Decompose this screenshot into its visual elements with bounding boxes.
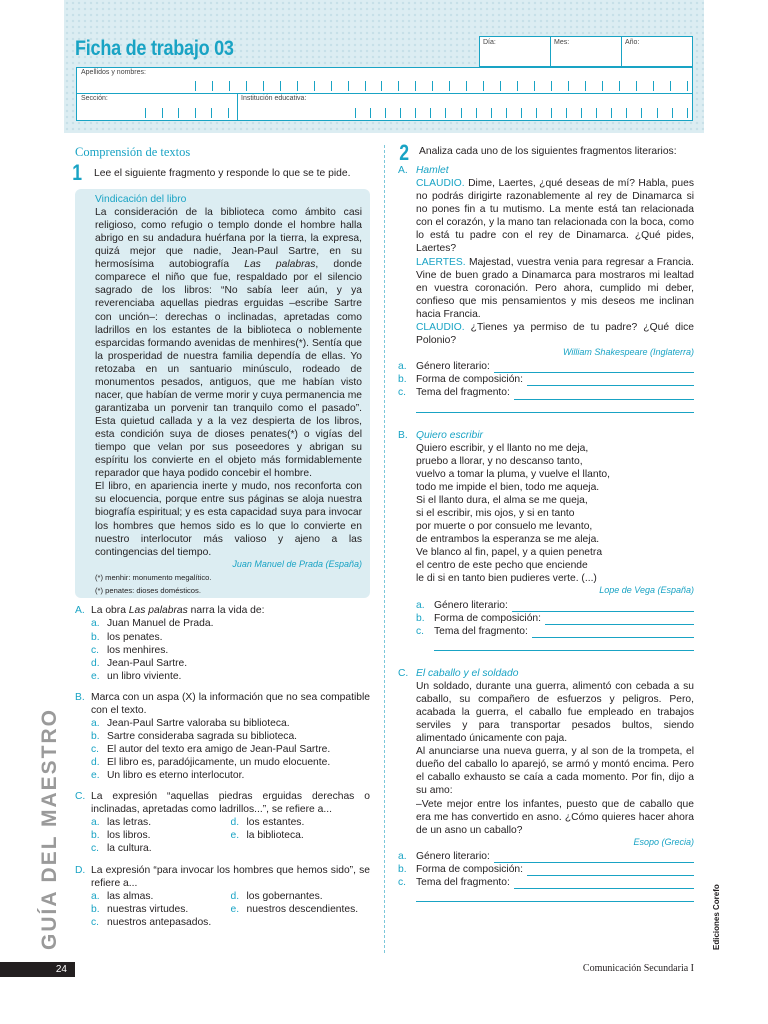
worksheet-title: Ficha de trabajo 03 [75,37,234,60]
section-row[interactable] [76,94,693,121]
section-label: Sección: [81,95,108,102]
option[interactable]: c. nuestros antepasados. [91,916,212,928]
option[interactable]: a. las letras. [91,817,152,829]
name-field[interactable] [76,67,693,94]
answer-fields-c [398,850,694,902]
question-1-text: Lee el siguiente fragmento y responde lo que se te pide. [94,167,351,179]
left-column [72,145,370,929]
reading-box [75,189,370,598]
genre-field[interactable]: a. Género literario: [398,850,694,863]
question-c: C. La expresión “aquellas piedras erguidas derechas o inclinadas, apretadas como ladrillos...”, se refiere a... a. las letras. b. los libros. c. la cultura. d. los estantes. e. la biblioteca. [75,791,370,855]
option[interactable]: b. los libros. [91,830,151,842]
column-divider [384,145,385,953]
answer-line[interactable] [416,889,694,902]
answer-line[interactable] [416,400,694,413]
section-title: Comprensión de textos [75,145,191,159]
genre-field[interactable]: a. Género literario: [416,599,694,612]
institution-label: Institución educativa: [241,95,307,102]
answer-fields-b [398,599,694,651]
reading-paragraph-1: La consideración de la biblioteca como ámbito casi religioso, como refugio o templo donde el hombre halla abrigo en su andadura huérfana por la tierra, la expresa, quizá mejor que nadie, Jean-Paul Sartre, en su hermosísima autobiografía Las palabras, donde comparece el niño que fue, respaldado por el silencio sagrado de los libros: “No sabía leer aún, y ya reverenciaba aquellas piedras erguidas –escribe Sartre con unción–: derechas o inclinadas, apretadas como ladrillos en los estantes de la biblioteca o noblemente esparcidas formando avenidas de menhires(*). Sentía que la prosperidad de nuestra familia dependía de ellas. Yo retozaba en un santuario minúsculo, rodeado de monumentos pesados, antiguos, que me habían visto nacer, que habían de verme morir y cuya permanencia me garantizaba un porvenir tan tranquilo como el pasado”. Esta quietud callada y a la vez despierta de los libros, esta condición suya de dioses penates(*) o vigías del tiempo que velan por sus poseedores y abrigan su espíritu los convierte en el objeto más formidablemente reparador que haya podido concebir el hombre. [95,207,362,480]
worksheet-header [64,0,704,133]
theme-field[interactable]: c. Tema del fragmento: [398,386,694,399]
year-field[interactable]: Año: [625,39,640,46]
section-ticks [145,108,229,118]
question-2-text: Analiza cada uno de los siguientes fragmentos literarios: [419,146,677,157]
teacher-guide-label: GUÍA DEL MAESTRO [38,707,61,950]
question-b: B. Marca con un aspa (X) la información que no sea compatible con el texto. a. Jean-Paul Sartre valoraba su biblioteca. b. Sartre consideraba sagrada su biblioteca. c. El autor del texto era amigo de Jean-Paul Sartre. d. El libro es, paradójicamente, un mudo elocuente. e. Un libro es eterno interlocutor. [75,691,370,782]
day-field[interactable]: Día: [480,37,551,66]
month-field[interactable]: Mes: [551,37,622,66]
option[interactable]: c. la cultura. [91,843,152,855]
reading-title: Vindicación del libro [95,193,187,205]
form-field[interactable]: b. Forma de composición: [416,612,694,625]
option[interactable]: b. los penates. [91,631,163,643]
reading-author: Juan Manuel de Prada (España) [232,558,362,569]
form-field[interactable]: b. Forma de composición: [398,863,694,876]
option[interactable]: d. los gobernantes. [230,890,323,902]
form-field[interactable]: b. Forma de composición: [398,373,694,386]
question-1 [72,159,370,185]
option[interactable]: d. Jean-Paul Sartre. [91,657,188,669]
institution-ticks [355,108,688,118]
fragment-a: A. Hamlet CLAUDIO. Dime, Laertes, ¿qué deseas de mí? Habla, pues no podrás dirigirte razonablemente al rey de Dinamarca si no pones fin a tu mutismo. La mente está tan relacionada con el corazón, y la mano tan relacionada con la boca, como lo está tu padre con el rey de Dinamarca. ¿Qué pides, Laertes? LAERTES. Majestad, vuestra venia para regresar a Francia. Vine de buen grado a Dinamarca para mostraros mi lealtad en vuestra coronación. Pero ahora, cumplido mi deber, confieso que mis pensamientos y mis deseos me inclinan hacia Francia. CLAUDIO. ¿Tienes ya permiso de tu padre? ¿Qué dice Polonio? William Shakespeare (Inglaterra) [398,165,694,357]
option[interactable]: e. un libro viviente. [91,670,182,682]
right-column [398,140,694,902]
option[interactable]: a. Juan Manuel de Prada. [91,618,214,630]
footnote-menhir: (*) menhir: monumento megalítico. [95,573,212,583]
option[interactable]: c. los menhires. [91,644,169,656]
question-number: 1 [72,159,83,185]
theme-field[interactable]: c. Tema del fragmento: [398,876,694,889]
name-label: Apellidos y nombres: [81,69,146,76]
option[interactable]: b. Sartre consideraba sagrada su biblioteca. [91,730,298,742]
fragment-c: C. El caballo y el soldado Un soldado, durante una guerra, alimentó con cebada a su caballo, su compañero de esfuerzos y peligros. Pero, acabada la guerra, el caballo fue empleado en trabajos serviles y para transportar pesados bultos, siendo alimentado únicamente con paja. Al anunciarse una nueva guerra, y al son de la trompeta, el dueño del caballo lo aparejó, se armó y montó encima. Pero el caballo exhausto se caía a cada momento. Por fin, dijo a su amo: –Vete mejor entre los infantes, puesto que de caballo que era me has convertido en asno. ¿Cómo quieres hacer ahora de un asno un caballo? Esopo (Grecia) [398,667,694,847]
option[interactable]: e. nuestros descendientes. [230,903,359,915]
name-ticks [195,81,688,91]
question-2 [398,140,694,165]
answer-line[interactable] [434,638,694,651]
question-d: D. La expresión “para invocar los hombres que hemos sido”, se refiere a... a. las almas. b. nuestras virtudes. c. nuestros antepasados. d. los gobernantes. e. nuestros descendientes. [75,864,370,928]
genre-field[interactable]: a. Género literario: [398,360,694,373]
option[interactable]: d. los estantes. [230,817,305,829]
option[interactable]: a. las almas. [91,890,154,902]
option[interactable]: e. la biblioteca. [230,830,304,842]
option[interactable]: c. El autor del texto era amigo de Jean-Paul Sartre. [91,744,331,756]
option[interactable]: a. Jean-Paul Sartre valoraba su biblioteca. [91,717,290,729]
fragment-b: B. Quiero escribir Quiero escribir, y el llanto no me deja, pruebo a llorar, y no descanso tanto, vuelvo a tomar la pluma, y vuelve el llanto, todo me impide el bien, todo me aqueja. Si el llanto dura, el alma se me queja, si el escribir, mis ojos, y si en tanto por muerte o por consuelo me levanto, de entrambos la esperanza se me aleja. Ve blanco al fin, papel, y a quien penetra el centro de este pecho que enciende le di si en tanto bien pudieres verte. (...) Lope de Vega (España) [398,429,694,596]
option[interactable]: b. nuestras virtudes. [91,903,189,915]
page-number: 24 [0,962,75,977]
option[interactable]: e. Un libro es eterno interlocutor. [91,770,245,782]
theme-field[interactable]: c. Tema del fragmento: [416,625,694,638]
footer-course: Comunicación Secundaria I [582,963,694,974]
publisher-logo: Ediciones Corefo [712,884,721,950]
reading-paragraph-2: El libro, en apariencia inerte y mudo, nos reconforta con su elocuencia, porque entre sus páginas se aloja nuestra biografía espiritual; y es esta capacidad suya para invocar los hombres que hemos sido es lo que lo convierte en nuestro interlocutor más valioso y ajeno a las contingencias del tiempo. [95,481,362,558]
question-a: A. La obra Las palabras narra la vida de: a. Juan Manuel de Prada. b. los penates. c. los menhires. d. Jean-Paul Sartre. e. un libro viviente. [75,604,370,682]
option[interactable]: d. El libro es, paradójicamente, un mudo elocuente. [91,757,331,769]
question-number: 2 [399,140,410,165]
answer-fields-a [398,360,694,412]
date-box [479,36,693,67]
footnote-penates: (*) penates: dioses domésticos. [95,585,201,595]
